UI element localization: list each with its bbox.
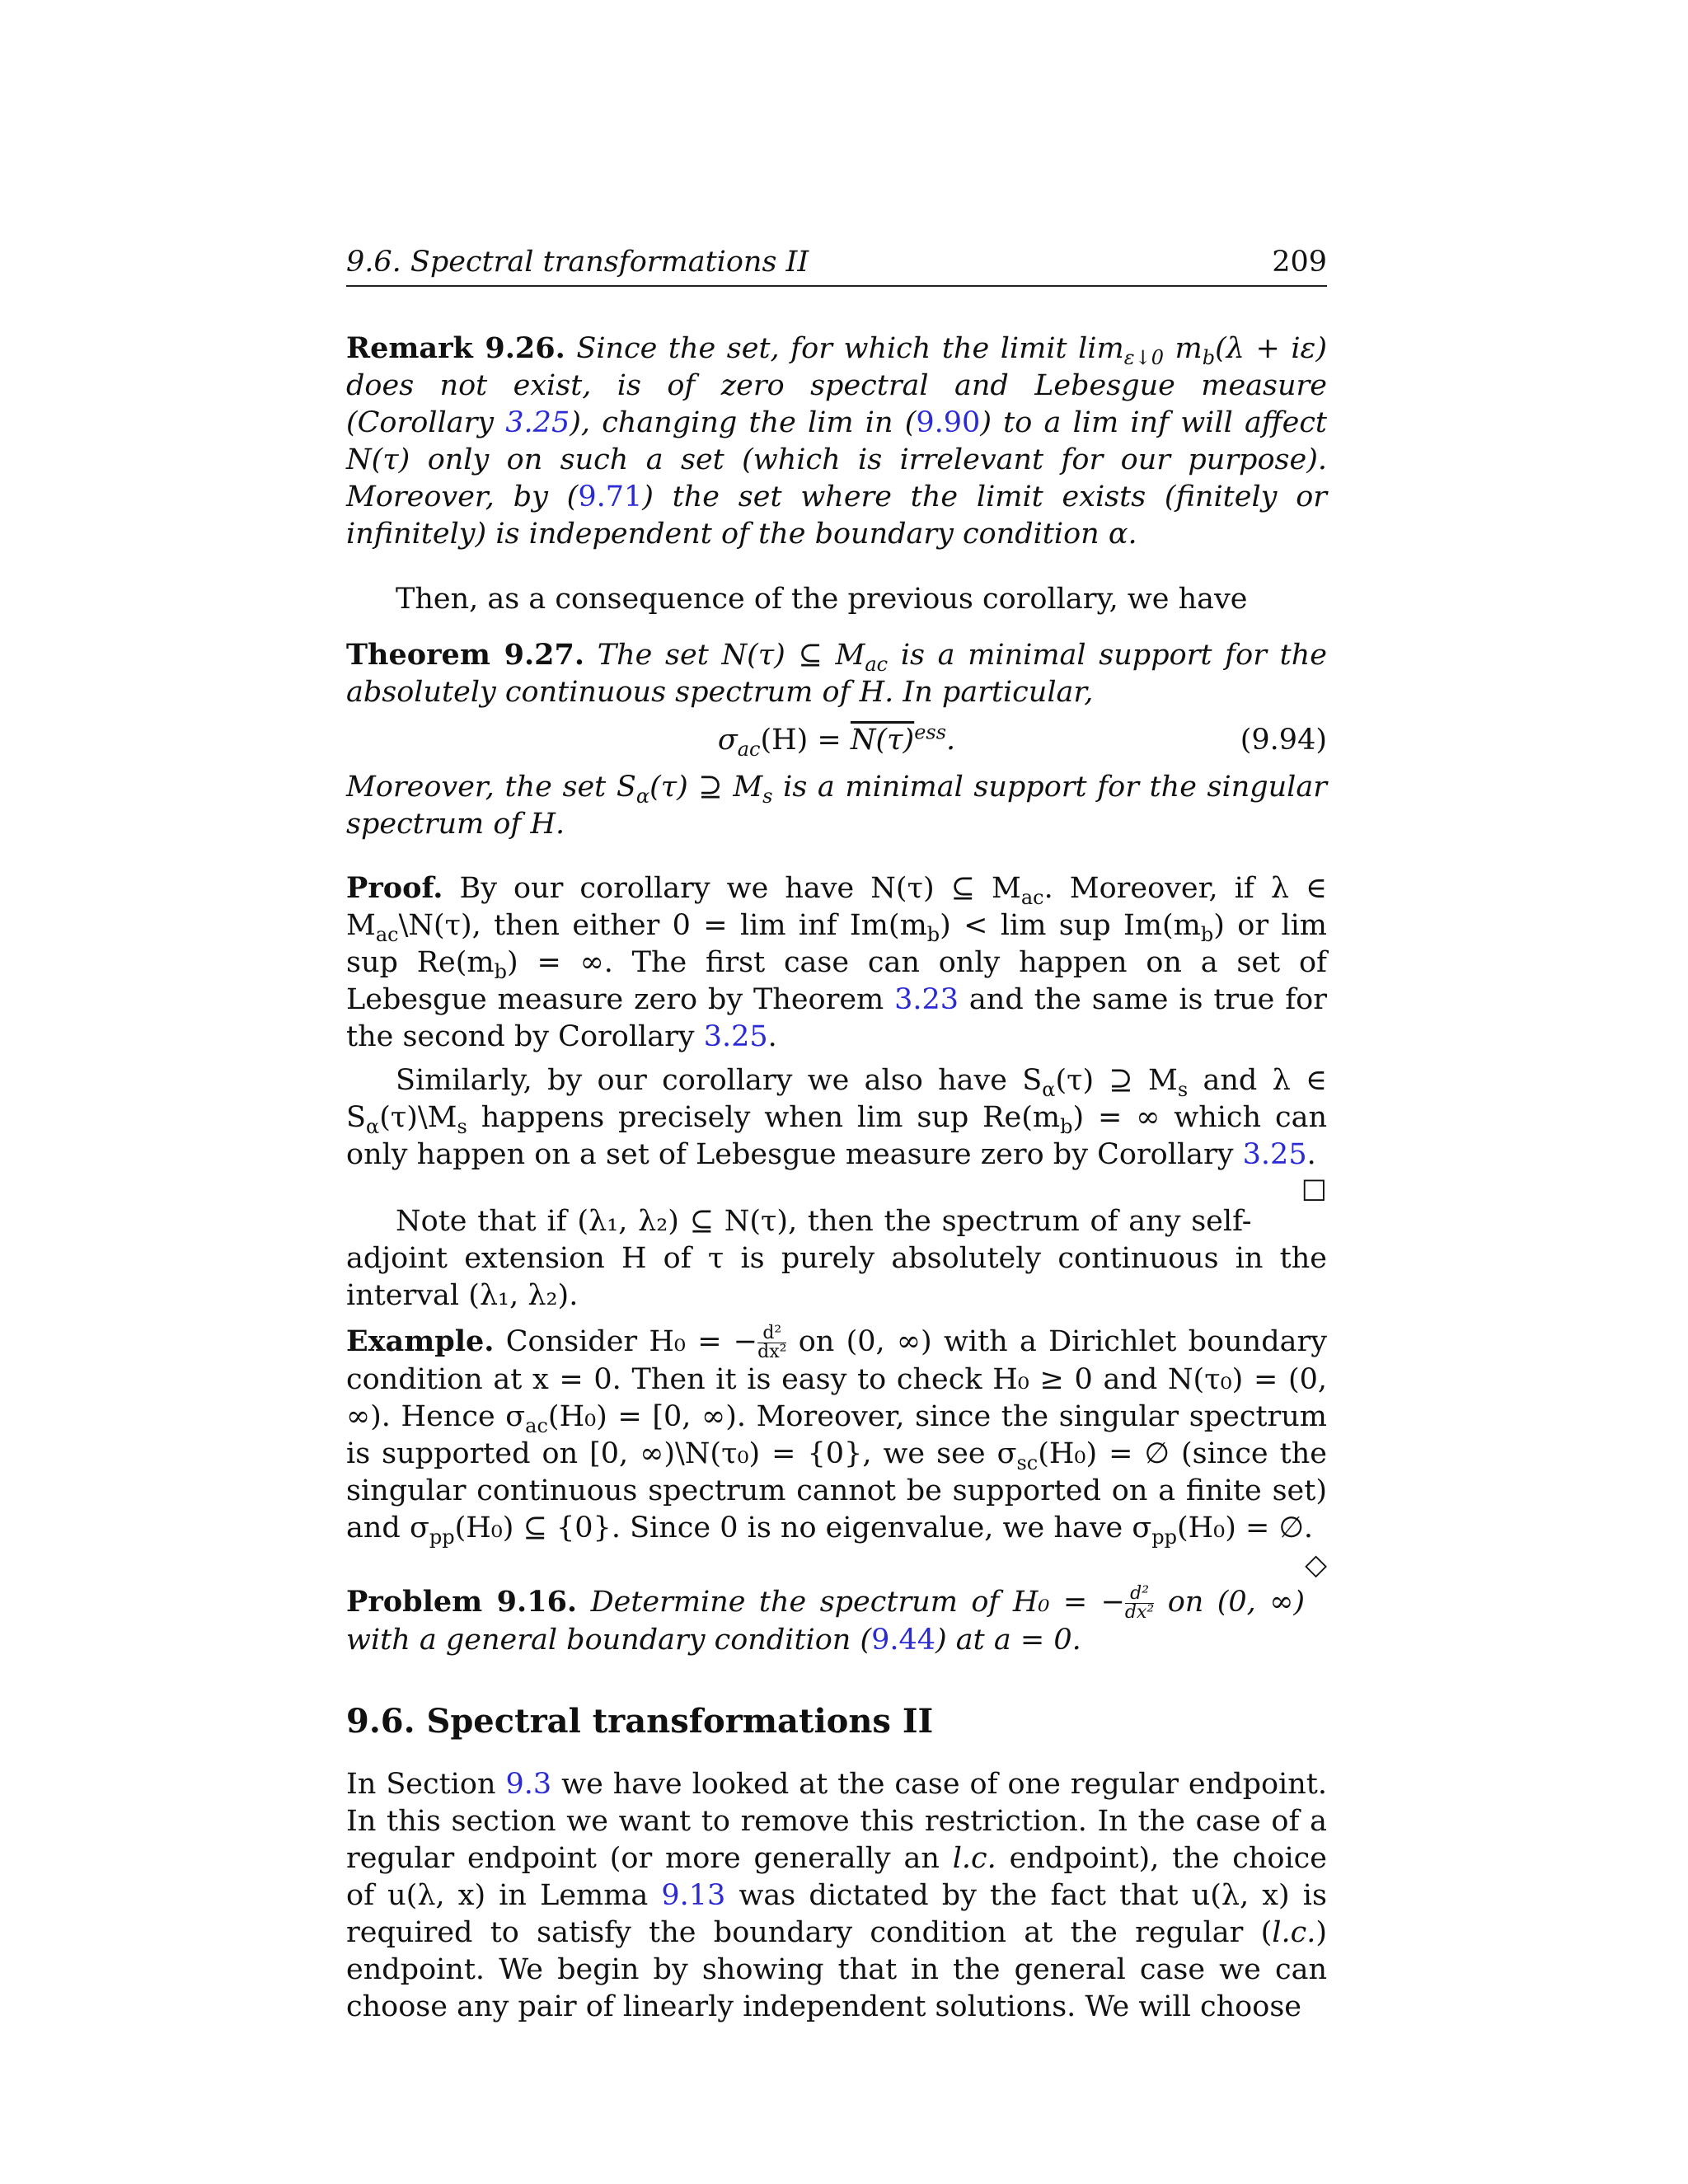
link-eq-9-44[interactable]: 9.44 — [871, 1624, 936, 1657]
section-heading: 9.6. Spectral transformations II — [346, 1702, 934, 1741]
example: Example. Consider H₀ = − $\frac{\text{d²}}{\text{dx²}}$ on (0, ∞) with a Dirichlet boundary condition at x = 0. Then it is easy to check H₀ ≥ 0 and N(τ₀) = (0, ∞). Hence $\sigma_{ac}(H_0) = [0$, ∞). Moreover, since the singular spectrum is supported on [0, ∞)\N(τ₀) = {0}, we see $\sigma_{sc}(H_0)$ = ∅ (since the singular continuous spectrum cannot be supported on a finite set) and $\sigma_{pp}(H_0)$ ⊆ {0}. Since 0 is no eigenvalue, we have $\sigma_{pp}(H_0)$ = ∅. ◇ — [346, 1323, 1327, 1547]
link-section-9-3[interactable]: 9.3 — [505, 1768, 552, 1801]
example-label: Example. — [346, 1324, 495, 1358]
equation-9-94: $\sigma_{ac}(H) = N(\tau)^{ess}$. (9.94) — [346, 711, 1327, 769]
page — [346, 239, 1327, 2026]
link-lemma-9-13[interactable]: 9.13 — [661, 1879, 726, 1912]
remark-9-26: Remark 9.26. Since the set, for which the limit $\lim_{\varepsilon↓0} m_b(\lambda + i\varepsilon)$ does not exist, is of zero spectral and Lebesgue measure (Corollary 3.25), changing the lim in (9.90) to a lim inf will affect N(τ) only on such a set (which is irrelevant for our purpose). Moreover, by (9.71) the set where the limit exists (finitely or infinitely) is independent of the boundary condition α. — [346, 331, 1327, 551]
theorem-9-27: Theorem 9.27. The set N(τ) ⊆ $M_{ac}$ is a minimal support for the absolutely continuous spectrum of H. In particular, — [346, 638, 1327, 709]
proof-label: Proof. — [346, 871, 443, 905]
fraction: $\frac{\text{d²}}{\text{dx²}}$ — [1124, 1583, 1155, 1623]
link-theorem-3-23[interactable]: 3.23 — [894, 983, 959, 1016]
running-title: 9.6. Spectral transformations II — [346, 246, 809, 279]
equation-number: (9.94) — [1240, 724, 1327, 757]
proof-paragraph-2: Similarly, by our corollary we also have $S_\alpha(\tau)$ ⊇ $M_s$ and λ ∈ $S_\alpha(\tau)\backslash M_s$ happens precisely when lim sup $Re(m_b)$ = ∞ which can only happen on a set of Lebesgue measure zero by Corollary 3.25. ☐ — [346, 1062, 1327, 1174]
example-end-mark: ◇ — [1305, 1549, 1327, 1582]
fraction: $\frac{\text{d²}}{\text{dx²}}$ — [757, 1323, 787, 1362]
note-paragraph: Note that if (λ₁, λ₂) ⊆ N(τ), then the spectrum of any self-adjoint extension H of τ is purely absolutely continuous in the interval (λ₁, λ₂). — [346, 1205, 1327, 1312]
proof: Proof. By our corollary we have N(τ) ⊆ $M_{ac}$. Moreover, if λ ∈ $M_{ac}\backslash N(\tau)$, then either 0 = lim inf $Im(m_b) < \lim$ sup $Im(m_b)$ or lim sup $Re(m_b)$ = ∞. The first case can only happen on a set of Lebesgue measure zero by Theorem 3.23 and the same is true for the second by Corollary 3.25. — [346, 871, 1327, 1053]
link-corollary-3-25c[interactable]: 3.25 — [1242, 1138, 1307, 1171]
intro-sentence: Then, as a consequence of the previous corollary, we have — [396, 583, 1248, 616]
theorem-label: Theorem 9.27. — [346, 638, 585, 672]
qed-box: ☐ — [1301, 1175, 1327, 1208]
link-eq-9-90[interactable]: 9.90 — [916, 406, 981, 439]
link-eq-9-71[interactable]: 9.71 — [578, 480, 643, 513]
remark-label: Remark 9.26. — [346, 331, 565, 365]
page-number: 209 — [1272, 246, 1327, 279]
problem-9-16: Problem 9.16. Determine the spectrum of H₀ = − $\frac{\text{d²}}{\text{dx²}}$ on (0, ∞) with a general boundary condition (9.44) at a = 0. — [346, 1583, 1306, 1657]
link-corollary-3-25b[interactable]: 3.25 — [703, 1020, 768, 1053]
running-header — [346, 239, 1327, 287]
theorem-continuation: Moreover, the set $S_\alpha(\tau)$ ⊇ $M_s$ is a minimal support for the singular spectrum of H. — [346, 771, 1327, 841]
problem-label: Problem 9.16. — [346, 1585, 578, 1619]
link-corollary-3-25[interactable]: 3.25 — [505, 406, 570, 439]
section-paragraph: In Section 9.3 we have looked at the case of one regular endpoint. In this section we want to remove this restriction. In the case of a regular endpoint (or more generally an l.c. endpoint), the choice of u(λ, x) in Lemma 9.13 was dictated by the fact that u(λ, x) is required to satisfy the boundary condition at the regular (l.c.) endpoint. We begin by showing that in the general case we can choose any pair of linearly independent solutions. We will choose — [346, 1768, 1327, 2023]
